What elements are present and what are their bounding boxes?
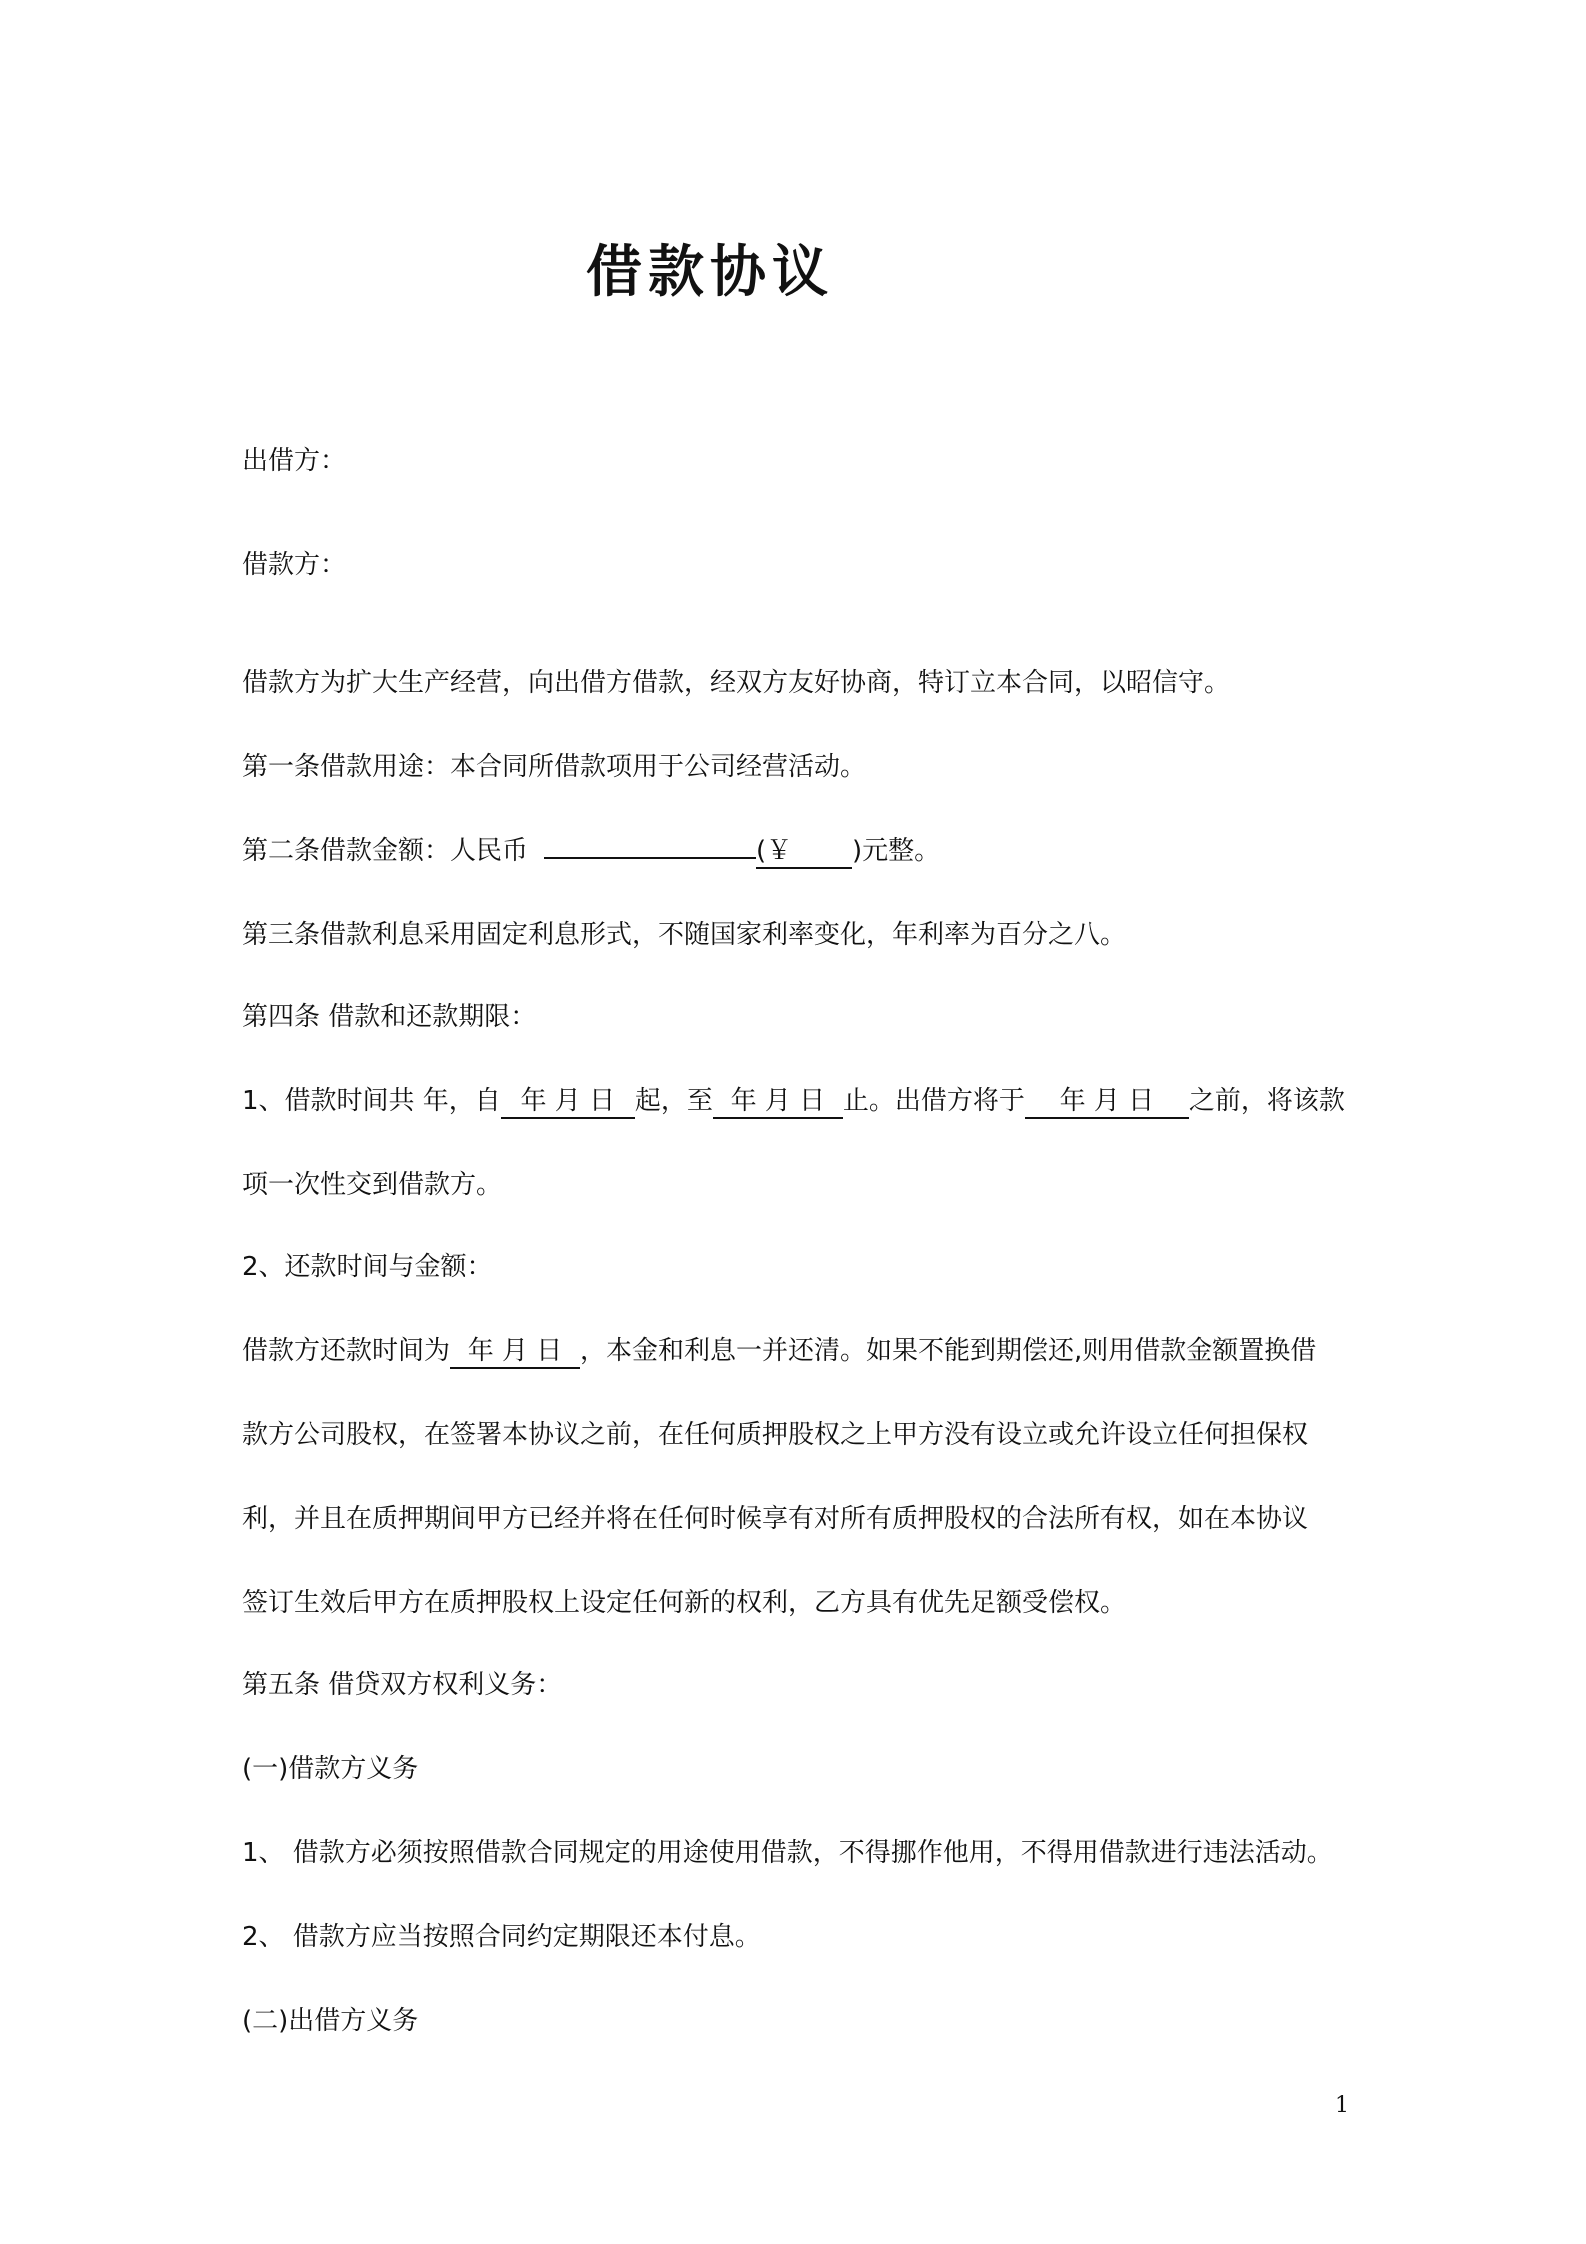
- date-blank-repayment: 年 月 日: [450, 1335, 580, 1369]
- item-1-text-c: 止。出借方将于: [842, 1086, 1025, 1116]
- article-3: 第三条借款利息采用固定利息形式，不随国家利率变化，年利率为百分之八。: [242, 920, 1127, 950]
- article-2: [242, 834, 940, 869]
- preamble: 借款方为扩大生产经营，向出借方借款，经双方友好协商，特订立本合同，以昭信守。: [242, 668, 1231, 698]
- item-1-text-a: 1、借款时间共 年，自: [242, 1086, 501, 1116]
- item-1-text-b: 起，至: [634, 1086, 713, 1116]
- document-title: 借款协议: [586, 240, 834, 305]
- date-blank-end: 年 月 日: [713, 1085, 843, 1119]
- article-4-item-1: [242, 1084, 1345, 1119]
- date-blank-start: 年 月 日: [501, 1085, 635, 1119]
- article-2-prefix: 第二条借款金额：人民币: [242, 836, 529, 866]
- page-number: 1: [1335, 2093, 1349, 2118]
- article-4-item-2-heading: 2、还款时间与金额：: [242, 1252, 493, 1282]
- repayment-line-3: 利，并且在质押期间甲方已经并将在任何时候享有对所有质押股权的合法所有权，如在本协议: [242, 1504, 1309, 1534]
- article-2-suffix: )元整。: [852, 836, 941, 866]
- article-1: 第一条借款用途：本合同所借款项用于公司经营活动。: [242, 752, 867, 782]
- amount-paren-open: (￥: [756, 836, 793, 866]
- repayment-line-4: 签订生效后甲方在质押股权上设定任何新的权利，乙方具有优先足额受偿权。: [242, 1588, 1127, 1618]
- borrower-obligation-item: 1、 借款方必须按照借款合同规定的用途使用借款，不得挪作他用，不得用借款进行违法活动。: [242, 1838, 1333, 1868]
- item-1-text-d: 之前，将该款: [1188, 1086, 1345, 1116]
- article-4-item-1-continued: 项一次性交到借款方。: [242, 1170, 503, 1200]
- amount-blank: [544, 857, 756, 859]
- repayment-line-2: 款方公司股权，在签署本协议之前，在任何质押股权之上甲方没有设立或允许设立任何担保权: [242, 1420, 1309, 1450]
- borrower-obligation-item: 2、 借款方应当按照合同约定期限还本付息。: [242, 1922, 761, 1952]
- repayment-text-b: ，本金和利息一并还清。如果不能到期偿还,则用借款金额置换借: [580, 1336, 1317, 1366]
- repayment-line-1: [242, 1334, 1316, 1369]
- article-4-heading: 第四条 借款和还款期限：: [242, 1002, 537, 1032]
- borrower-label: 借款方：: [242, 550, 347, 580]
- article-5-heading: 第五条 借贷双方权利义务：: [242, 1670, 563, 1700]
- repayment-text-a: 借款方还款时间为: [242, 1336, 451, 1366]
- amount-figure-blank: [756, 835, 852, 869]
- lender-label: 出借方：: [242, 446, 347, 476]
- lender-obligations-heading: (二)出借方义务: [242, 2006, 419, 2036]
- date-blank-delivery: 年 月 日: [1025, 1085, 1189, 1119]
- borrower-obligations-heading: (一)借款方义务: [242, 1754, 419, 1784]
